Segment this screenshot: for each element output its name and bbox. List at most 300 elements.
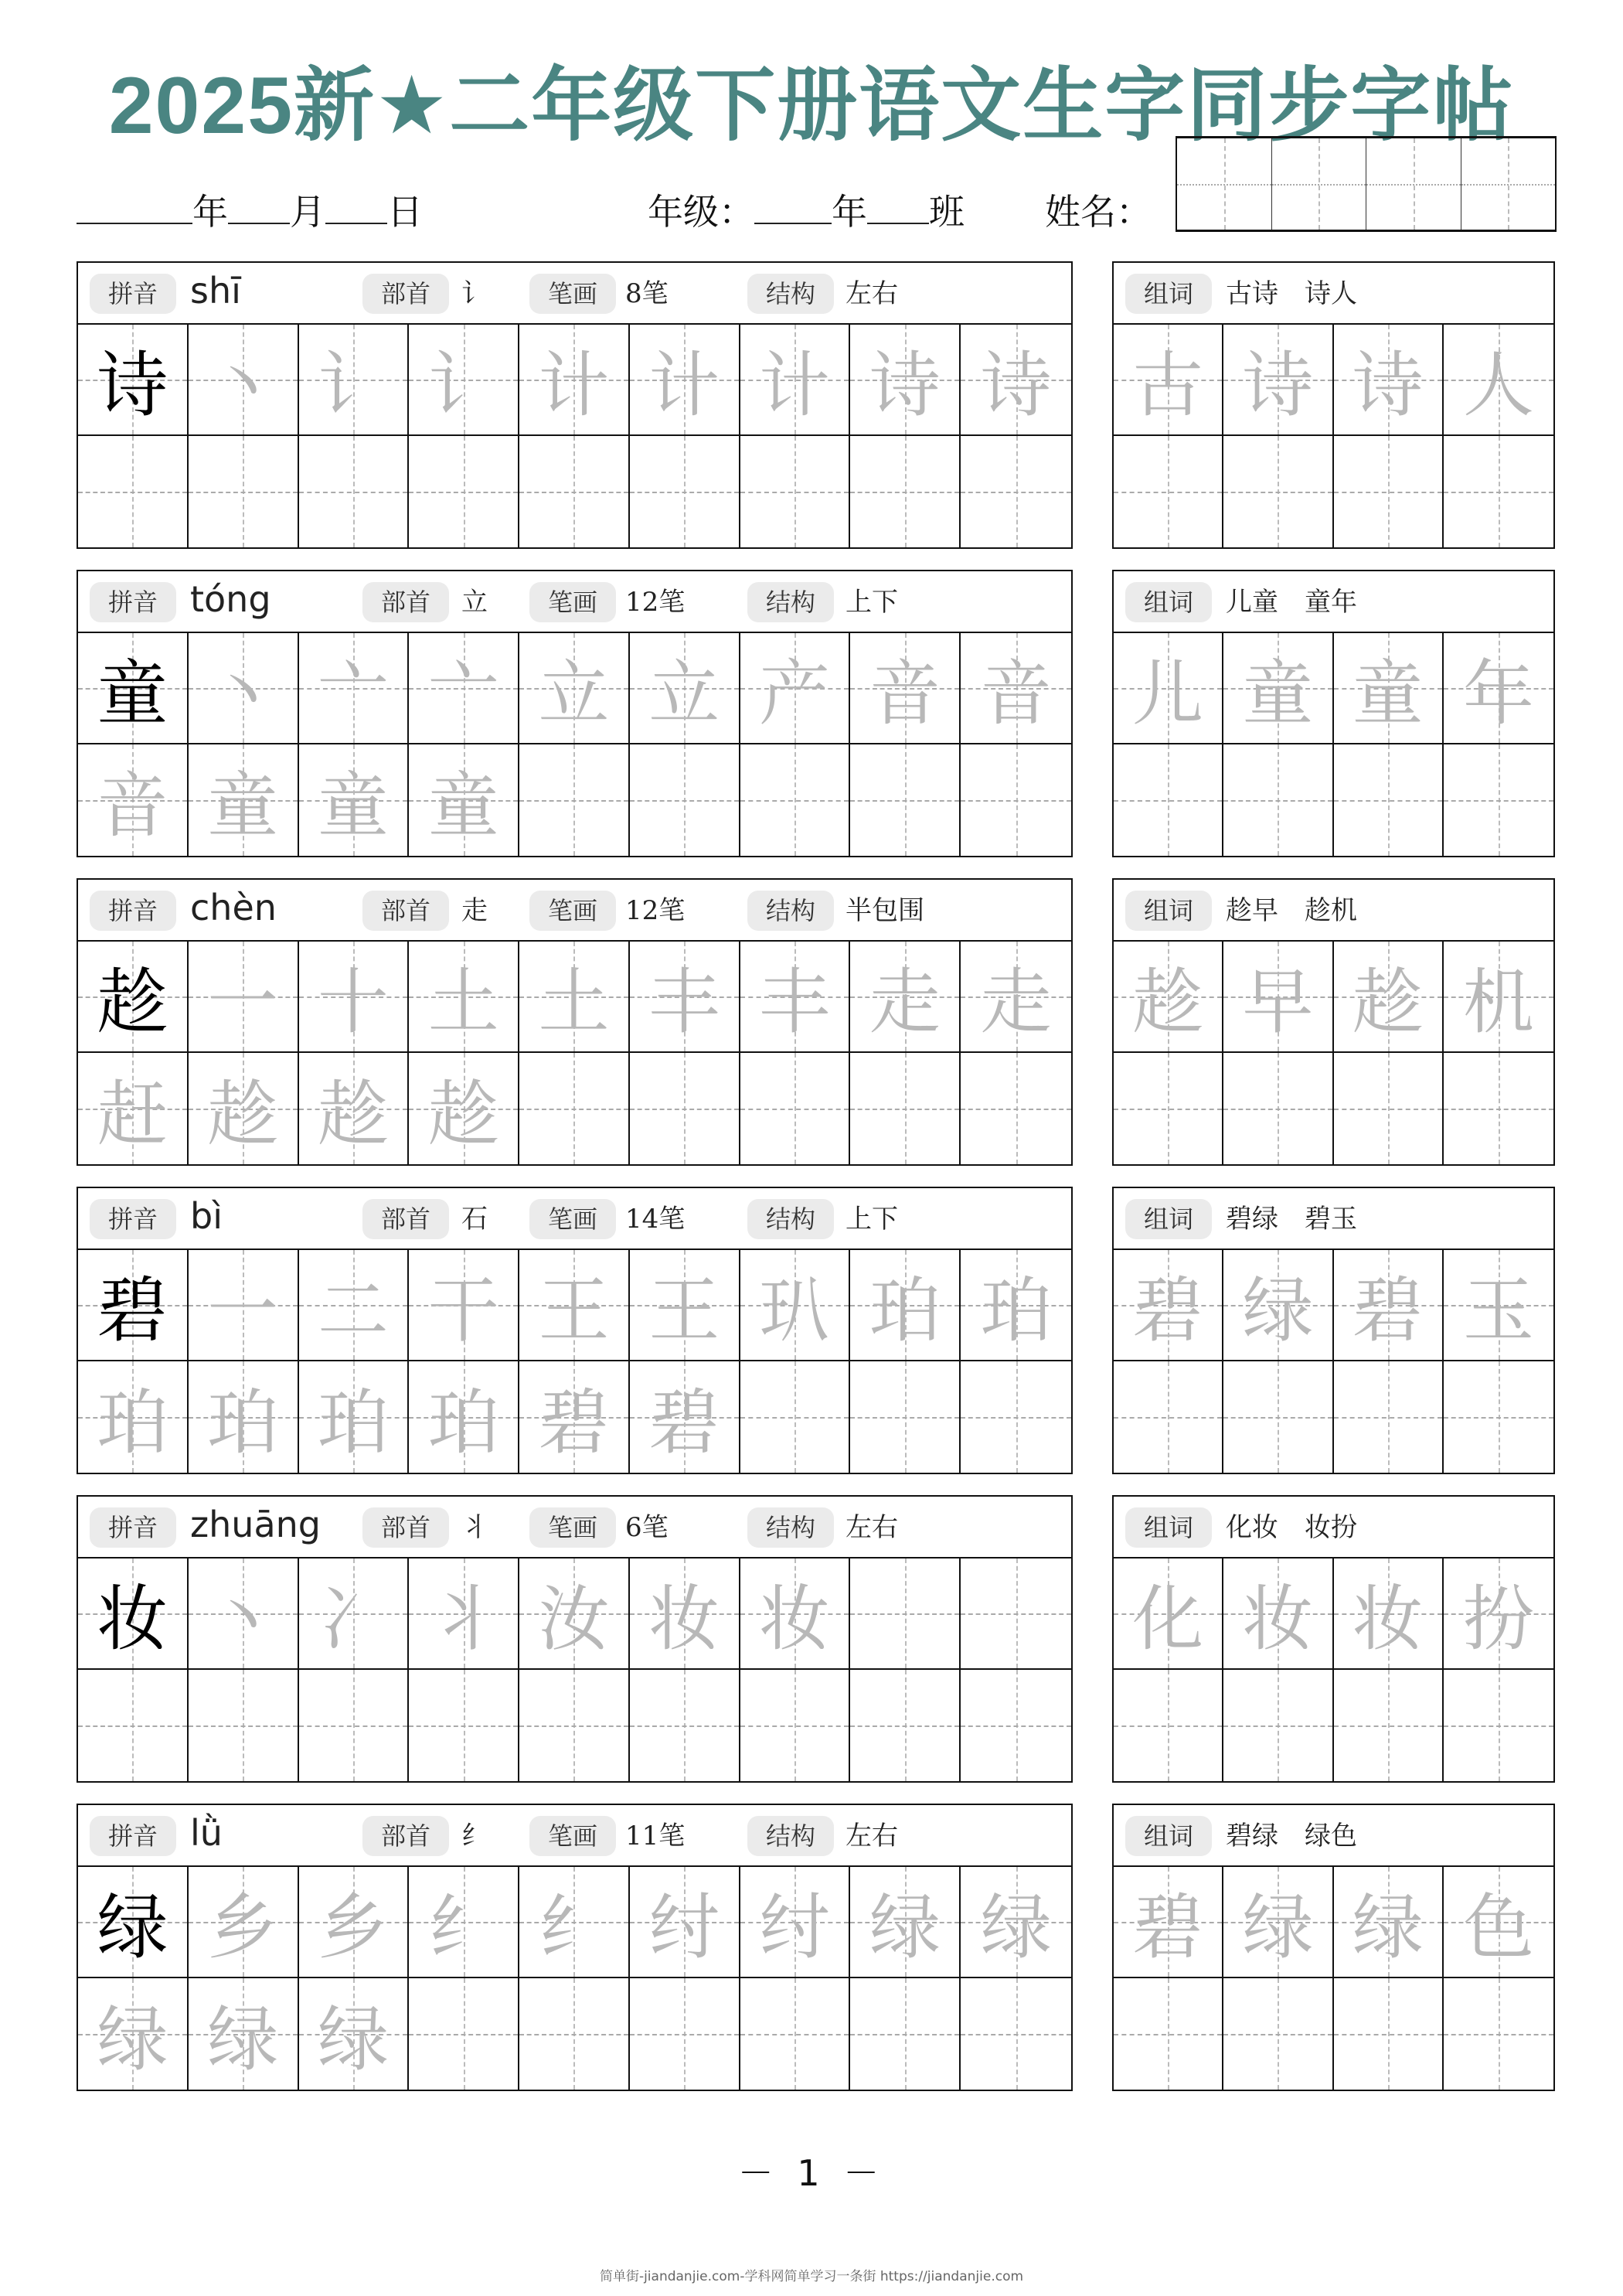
word-grid [1114, 325, 1553, 547]
practice-cell[interactable] [1444, 1670, 1553, 1781]
trace-character: 王 [648, 1269, 720, 1352]
practice-cell[interactable] [961, 325, 1071, 436]
practice-cell[interactable] [630, 1670, 740, 1781]
practice-cell[interactable] [1223, 942, 1333, 1053]
practice-cell[interactable] [299, 1361, 410, 1473]
word-header [1114, 263, 1553, 325]
practice-cell[interactable] [519, 633, 630, 744]
practice-cell[interactable] [1114, 1978, 1223, 2090]
name-cell[interactable] [1177, 138, 1272, 230]
practice-cell[interactable] [740, 1978, 851, 2090]
practice-cell[interactable] [299, 1250, 410, 1361]
word-block [1112, 878, 1555, 1166]
practice-cell[interactable] [1334, 1670, 1444, 1781]
practice-cell[interactable] [740, 744, 851, 856]
trace-character: 绿 [980, 1886, 1052, 1969]
practice-cell[interactable] [850, 325, 961, 436]
practice-cell[interactable] [409, 1250, 519, 1361]
word-grid [1114, 1250, 1553, 1473]
trace-character: 一 [207, 961, 279, 1044]
date-line [77, 184, 423, 235]
practice-cell[interactable] [409, 1558, 519, 1670]
trace-character: 玉 [1462, 1269, 1534, 1352]
practice-cell[interactable] [519, 1978, 630, 2090]
practice-cell[interactable] [189, 1053, 299, 1164]
center-guide-horizontal [1223, 1109, 1332, 1110]
structure-value: 左右 [846, 1512, 898, 1543]
practice-cell[interactable] [1223, 1670, 1333, 1781]
practice-cell[interactable] [740, 1867, 851, 1978]
practice-cell[interactable] [1114, 325, 1223, 436]
practice-cell[interactable] [961, 1867, 1071, 1978]
practice-cell[interactable] [630, 633, 740, 744]
practice-cell[interactable] [189, 1361, 299, 1473]
trace-character: 人 [1462, 344, 1534, 427]
practice-cell[interactable] [740, 436, 851, 547]
words-label: 组词 [1125, 891, 1212, 931]
practice-cell[interactable] [1223, 1361, 1333, 1473]
trace-character: 讠 [317, 344, 389, 427]
pinyin-value: tóng [190, 578, 271, 620]
model-character: 童 [97, 652, 168, 735]
structure-value: 上下 [846, 587, 898, 618]
trace-character: 乡 [207, 1886, 279, 1969]
trace-character: 绿 [317, 1998, 389, 2081]
practice-cell[interactable] [519, 1053, 630, 1164]
practice-cell[interactable] [630, 436, 740, 547]
trace-character: 诗 [980, 344, 1052, 427]
practice-cell[interactable] [409, 744, 519, 856]
pinyin-label: 拼音 [90, 891, 176, 931]
practice-cell[interactable] [1114, 1250, 1223, 1361]
practice-cell[interactable] [1223, 1867, 1333, 1978]
center-guide-horizontal [1114, 800, 1222, 802]
center-guide-horizontal [740, 1417, 849, 1419]
practice-cell[interactable] [1334, 1250, 1444, 1361]
practice-cell[interactable] [850, 1558, 961, 1670]
practice-cell[interactable] [1444, 1053, 1553, 1164]
practice-cell[interactable] [409, 436, 519, 547]
trace-character: 童 [427, 765, 499, 847]
name-cell[interactable] [1461, 138, 1556, 230]
practice-cell[interactable] [78, 1867, 189, 1978]
practice-cell[interactable] [850, 744, 961, 856]
practice-cell[interactable] [1444, 1978, 1553, 2090]
practice-cell[interactable] [850, 1361, 961, 1473]
pinyin-value: lǜ [190, 1812, 223, 1854]
trace-character: 产 [759, 652, 831, 735]
practice-cell[interactable] [409, 633, 519, 744]
year-label: 年 [192, 191, 228, 233]
trace-character: 诗 [1242, 344, 1314, 427]
center-guide-horizontal [519, 1109, 628, 1110]
practice-cell[interactable] [189, 744, 299, 856]
practice-cell[interactable] [1334, 744, 1444, 856]
trace-character: 汝 [538, 1578, 610, 1661]
trace-character: 亠 [427, 652, 499, 735]
practice-cell[interactable] [630, 1558, 740, 1670]
practice-cell[interactable] [1444, 1867, 1553, 1978]
trace-character: 化 [1132, 1578, 1204, 1661]
practice-cell[interactable] [850, 1978, 961, 2090]
pinyin-value: bì [190, 1195, 223, 1237]
practice-cell[interactable] [299, 1978, 410, 2090]
trace-character: 王 [538, 1269, 610, 1352]
center-guide-horizontal [1114, 2034, 1222, 2035]
trace-character: 碧 [538, 1381, 610, 1464]
practice-cell[interactable] [1223, 1053, 1333, 1164]
trace-character: 童 [317, 765, 389, 847]
center-guide-horizontal [1334, 1417, 1442, 1419]
strokes-label: 笔画 [529, 582, 616, 622]
practice-cell[interactable] [189, 1978, 299, 2090]
radical-value: 纟 [461, 1821, 488, 1851]
practice-cell[interactable] [299, 1053, 410, 1164]
trace-character: 童 [1352, 652, 1424, 735]
practice-cell[interactable] [740, 1361, 851, 1473]
trace-character: 色 [1462, 1886, 1534, 1969]
words-label: 组词 [1125, 1507, 1212, 1548]
center-guide-horizontal [409, 1725, 518, 1727]
practice-cell[interactable] [1334, 1361, 1444, 1473]
radical-label: 部首 [362, 274, 449, 314]
word-header [1114, 1805, 1553, 1867]
center-guide-horizontal [78, 1725, 187, 1727]
practice-cell[interactable] [1334, 942, 1444, 1053]
practice-cell[interactable] [850, 1053, 961, 1164]
practice-cell[interactable] [961, 1978, 1071, 2090]
practice-cell[interactable] [299, 325, 410, 436]
practice-cell[interactable] [740, 1670, 851, 1781]
practice-cell[interactable] [740, 1558, 851, 1670]
name-input-grid[interactable] [1176, 136, 1557, 232]
practice-cell[interactable] [519, 1867, 630, 1978]
trace-character: 绿 [207, 1998, 279, 2081]
center-guide-horizontal [850, 492, 959, 493]
word-header [1114, 880, 1553, 942]
practice-cell[interactable] [630, 1361, 740, 1473]
year-blank[interactable] [77, 193, 192, 224]
trace-character: 立 [538, 652, 610, 735]
pinyin-label: 拼音 [90, 274, 176, 314]
practice-cell[interactable] [78, 633, 189, 744]
practice-cell[interactable] [630, 744, 740, 856]
trace-character: 二 [317, 1269, 389, 1352]
class-blank[interactable] [867, 193, 929, 224]
center-guide-horizontal [1223, 1725, 1332, 1727]
practice-cell[interactable] [1114, 1361, 1223, 1473]
practice-cell[interactable] [1114, 1558, 1223, 1670]
pinyin-value: chèn [190, 887, 277, 928]
practice-cell[interactable] [740, 325, 851, 436]
trace-character: 玐 [759, 1269, 831, 1352]
strokes-label: 笔画 [529, 1816, 616, 1856]
trace-character: 纣 [759, 1886, 831, 1969]
trace-character: 珀 [869, 1269, 941, 1352]
practice-cell[interactable] [519, 1361, 630, 1473]
strokes-value: 12笔 [625, 587, 686, 618]
words-value: 古诗 诗人 [1226, 278, 1357, 309]
center-guide-horizontal [961, 2034, 1071, 2035]
practice-cell[interactable] [630, 1867, 740, 1978]
trace-character: 十 [317, 961, 389, 1044]
practice-cell[interactable] [1223, 1250, 1333, 1361]
practice-cell[interactable] [740, 1250, 851, 1361]
practice-cell[interactable] [189, 1558, 299, 1670]
practice-cell[interactable] [961, 942, 1071, 1053]
strokes-label: 笔画 [529, 891, 616, 931]
practice-cell[interactable] [1114, 1053, 1223, 1164]
center-guide-horizontal [1114, 1109, 1222, 1110]
practice-cell[interactable] [1223, 744, 1333, 856]
practice-cell[interactable] [630, 1250, 740, 1361]
center-guide-horizontal [961, 1109, 1071, 1110]
pinyin-label: 拼音 [90, 1507, 176, 1548]
model-character: 妆 [97, 1578, 168, 1661]
center-guide-horizontal [850, 1725, 959, 1727]
trace-character: 珀 [317, 1381, 389, 1464]
practice-cell[interactable] [1223, 633, 1333, 744]
practice-cell[interactable] [409, 1670, 519, 1781]
center-guide-horizontal [630, 1109, 739, 1110]
practice-cell[interactable] [1114, 942, 1223, 1053]
trace-character: 丰 [648, 961, 720, 1044]
word-grid [1114, 942, 1553, 1164]
practice-cell[interactable] [78, 1053, 189, 1164]
trace-character: 碧 [1132, 1269, 1204, 1352]
trace-character: 趁 [317, 1073, 389, 1156]
practice-cell[interactable] [850, 1250, 961, 1361]
practice-cell[interactable] [1444, 436, 1553, 547]
practice-cell[interactable] [850, 436, 961, 547]
word-block [1112, 570, 1555, 857]
trace-character: 绿 [869, 1886, 941, 1969]
model-character: 碧 [97, 1269, 168, 1352]
grade-year-blank[interactable] [754, 193, 832, 224]
practice-cell[interactable] [740, 633, 851, 744]
trace-character: 计 [759, 344, 831, 427]
center-guide-horizontal [630, 2034, 739, 2035]
practice-cell[interactable] [1114, 1670, 1223, 1781]
name-cell[interactable] [1272, 138, 1367, 230]
structure-label: 结构 [747, 1816, 834, 1856]
practice-cell[interactable] [1444, 942, 1553, 1053]
practice-cell[interactable] [519, 436, 630, 547]
practice-cell[interactable] [1334, 325, 1444, 436]
words-value: 儿童 童年 [1226, 587, 1357, 618]
trace-character: 丰 [759, 961, 831, 1044]
page-title: 2025新★二年级下册语文生字同步字帖 [108, 61, 1515, 151]
practice-cell[interactable] [189, 325, 299, 436]
structure-label: 结构 [747, 274, 834, 314]
trace-character: 珀 [97, 1381, 168, 1464]
practice-cell[interactable] [740, 942, 851, 1053]
practice-cell[interactable] [519, 744, 630, 856]
center-guide-horizontal [519, 2034, 628, 2035]
practice-cell[interactable] [189, 1670, 299, 1781]
practice-cell[interactable] [1444, 633, 1553, 744]
center-guide-horizontal [740, 800, 849, 802]
practice-cell[interactable] [78, 744, 189, 856]
practice-cell[interactable] [1114, 744, 1223, 856]
practice-cell[interactable] [1444, 1250, 1553, 1361]
name-cell[interactable] [1366, 138, 1461, 230]
center-guide-horizontal [1444, 2034, 1553, 2035]
practice-cell[interactable] [740, 1053, 851, 1164]
center-guide-horizontal [1334, 492, 1442, 493]
practice-cell[interactable] [1223, 325, 1333, 436]
practice-cell[interactable] [1223, 1558, 1333, 1670]
practice-cell[interactable] [299, 633, 410, 744]
practice-cell[interactable] [519, 1250, 630, 1361]
trace-character: 立 [648, 652, 720, 735]
trace-character: 趁 [1132, 961, 1204, 1044]
center-guide-horizontal [519, 492, 628, 493]
practice-cell[interactable] [961, 633, 1071, 744]
practice-cell[interactable] [409, 325, 519, 436]
center-guide-horizontal [630, 492, 739, 493]
trace-character: 碧 [1352, 1269, 1424, 1352]
center-guide-horizontal [961, 1417, 1071, 1419]
character-info-header [78, 1805, 1071, 1867]
practice-cell[interactable] [850, 942, 961, 1053]
practice-cell[interactable] [78, 1558, 189, 1670]
practice-cell[interactable] [1334, 1867, 1444, 1978]
practice-cell[interactable] [409, 1361, 519, 1473]
practice-cell[interactable] [519, 942, 630, 1053]
center-guide-horizontal [1334, 800, 1442, 802]
center-guide-horizontal [961, 1613, 1071, 1615]
word-block [1112, 261, 1555, 549]
practice-grid [78, 1558, 1071, 1781]
day-blank[interactable] [325, 193, 387, 224]
practice-cell[interactable] [78, 1670, 189, 1781]
practice-cell[interactable] [78, 1978, 189, 2090]
practice-cell[interactable] [299, 1558, 410, 1670]
practice-cell[interactable] [1114, 1867, 1223, 1978]
month-blank[interactable] [228, 193, 290, 224]
practice-cell[interactable] [850, 633, 961, 744]
trace-character: 乡 [317, 1886, 389, 1969]
trace-character: 纣 [648, 1886, 720, 1969]
practice-cell[interactable] [519, 1670, 630, 1781]
character-block [77, 878, 1073, 1166]
character-info-header [78, 571, 1071, 633]
practice-cell[interactable] [1334, 633, 1444, 744]
practice-cell[interactable] [1444, 1361, 1553, 1473]
center-guide-horizontal [409, 492, 518, 493]
trace-character: 童 [207, 765, 279, 847]
practice-cell[interactable] [299, 1867, 410, 1978]
strokes-value: 12笔 [625, 895, 686, 926]
center-guide-horizontal [850, 1417, 959, 1419]
practice-cell[interactable] [189, 436, 299, 547]
practice-cell[interactable] [961, 1670, 1071, 1781]
practice-cell[interactable] [519, 1558, 630, 1670]
character-block [77, 1187, 1073, 1474]
practice-cell[interactable] [189, 1250, 299, 1361]
practice-cell[interactable] [409, 942, 519, 1053]
center-guide-horizontal [1223, 492, 1332, 493]
practice-cell[interactable] [299, 436, 410, 547]
practice-cell[interactable] [1114, 633, 1223, 744]
practice-cell[interactable] [519, 325, 630, 436]
practice-cell[interactable] [961, 744, 1071, 856]
practice-cell[interactable] [1334, 436, 1444, 547]
practice-cell[interactable] [189, 633, 299, 744]
practice-cell[interactable] [630, 942, 740, 1053]
practice-cell[interactable] [1223, 1978, 1333, 2090]
trace-character: 绿 [1242, 1886, 1314, 1969]
practice-cell[interactable] [630, 1053, 740, 1164]
practice-cell[interactable] [1223, 436, 1333, 547]
character-info-header [78, 880, 1071, 942]
practice-cell[interactable] [189, 942, 299, 1053]
center-guide-horizontal [850, 800, 959, 802]
practice-cell[interactable] [1444, 325, 1553, 436]
practice-cell[interactable] [78, 1250, 189, 1361]
practice-cell[interactable] [1334, 1558, 1444, 1670]
practice-cell[interactable] [78, 436, 189, 547]
center-guide-horizontal [1334, 1109, 1442, 1110]
practice-cell[interactable] [78, 325, 189, 436]
trace-character: 走 [869, 961, 941, 1044]
practice-cell[interactable] [1114, 436, 1223, 547]
structure-label: 结构 [747, 1199, 834, 1239]
practice-cell[interactable] [1334, 1053, 1444, 1164]
practice-cell[interactable] [299, 744, 410, 856]
practice-cell[interactable] [1334, 1978, 1444, 2090]
practice-cell[interactable] [850, 1670, 961, 1781]
trace-character: 诗 [1352, 344, 1424, 427]
practice-cell[interactable] [299, 1670, 410, 1781]
center-guide-horizontal [1334, 2034, 1442, 2035]
practice-cell[interactable] [78, 942, 189, 1053]
month-label: 月 [290, 191, 325, 233]
center-guide-horizontal [299, 1725, 408, 1727]
practice-cell[interactable] [409, 1053, 519, 1164]
trace-character: 儿 [1132, 652, 1204, 735]
trace-character: 亠 [317, 652, 389, 735]
practice-cell[interactable] [1444, 744, 1553, 856]
trace-character: 妆 [1242, 1578, 1314, 1661]
practice-cell[interactable] [630, 325, 740, 436]
trace-character: 古 [1132, 344, 1204, 427]
center-guide-horizontal [961, 492, 1071, 493]
practice-cell[interactable] [78, 1361, 189, 1473]
practice-grid [78, 325, 1071, 547]
practice-cell[interactable] [299, 942, 410, 1053]
practice-cell[interactable] [961, 1053, 1071, 1164]
practice-cell[interactable] [961, 1250, 1071, 1361]
character-block [77, 1495, 1073, 1783]
word-block [1112, 1804, 1555, 2091]
trace-character: 珀 [427, 1381, 499, 1464]
practice-cell[interactable] [961, 436, 1071, 547]
practice-cell[interactable] [409, 1978, 519, 2090]
radical-value: 丬 [461, 1512, 488, 1543]
practice-cell[interactable] [961, 1361, 1071, 1473]
practice-cell[interactable] [961, 1558, 1071, 1670]
practice-cell[interactable] [409, 1867, 519, 1978]
model-character: 诗 [97, 344, 168, 427]
practice-cell[interactable] [850, 1867, 961, 1978]
footer-text: 简单街-jiandanjie.com-学科网简单学习一条街 https://jiandanjie.com [599, 2269, 1024, 2284]
practice-cell[interactable] [630, 1978, 740, 2090]
practice-cell[interactable] [1444, 1558, 1553, 1670]
center-guide-horizontal [1114, 1725, 1222, 1727]
practice-cell[interactable] [189, 1867, 299, 1978]
